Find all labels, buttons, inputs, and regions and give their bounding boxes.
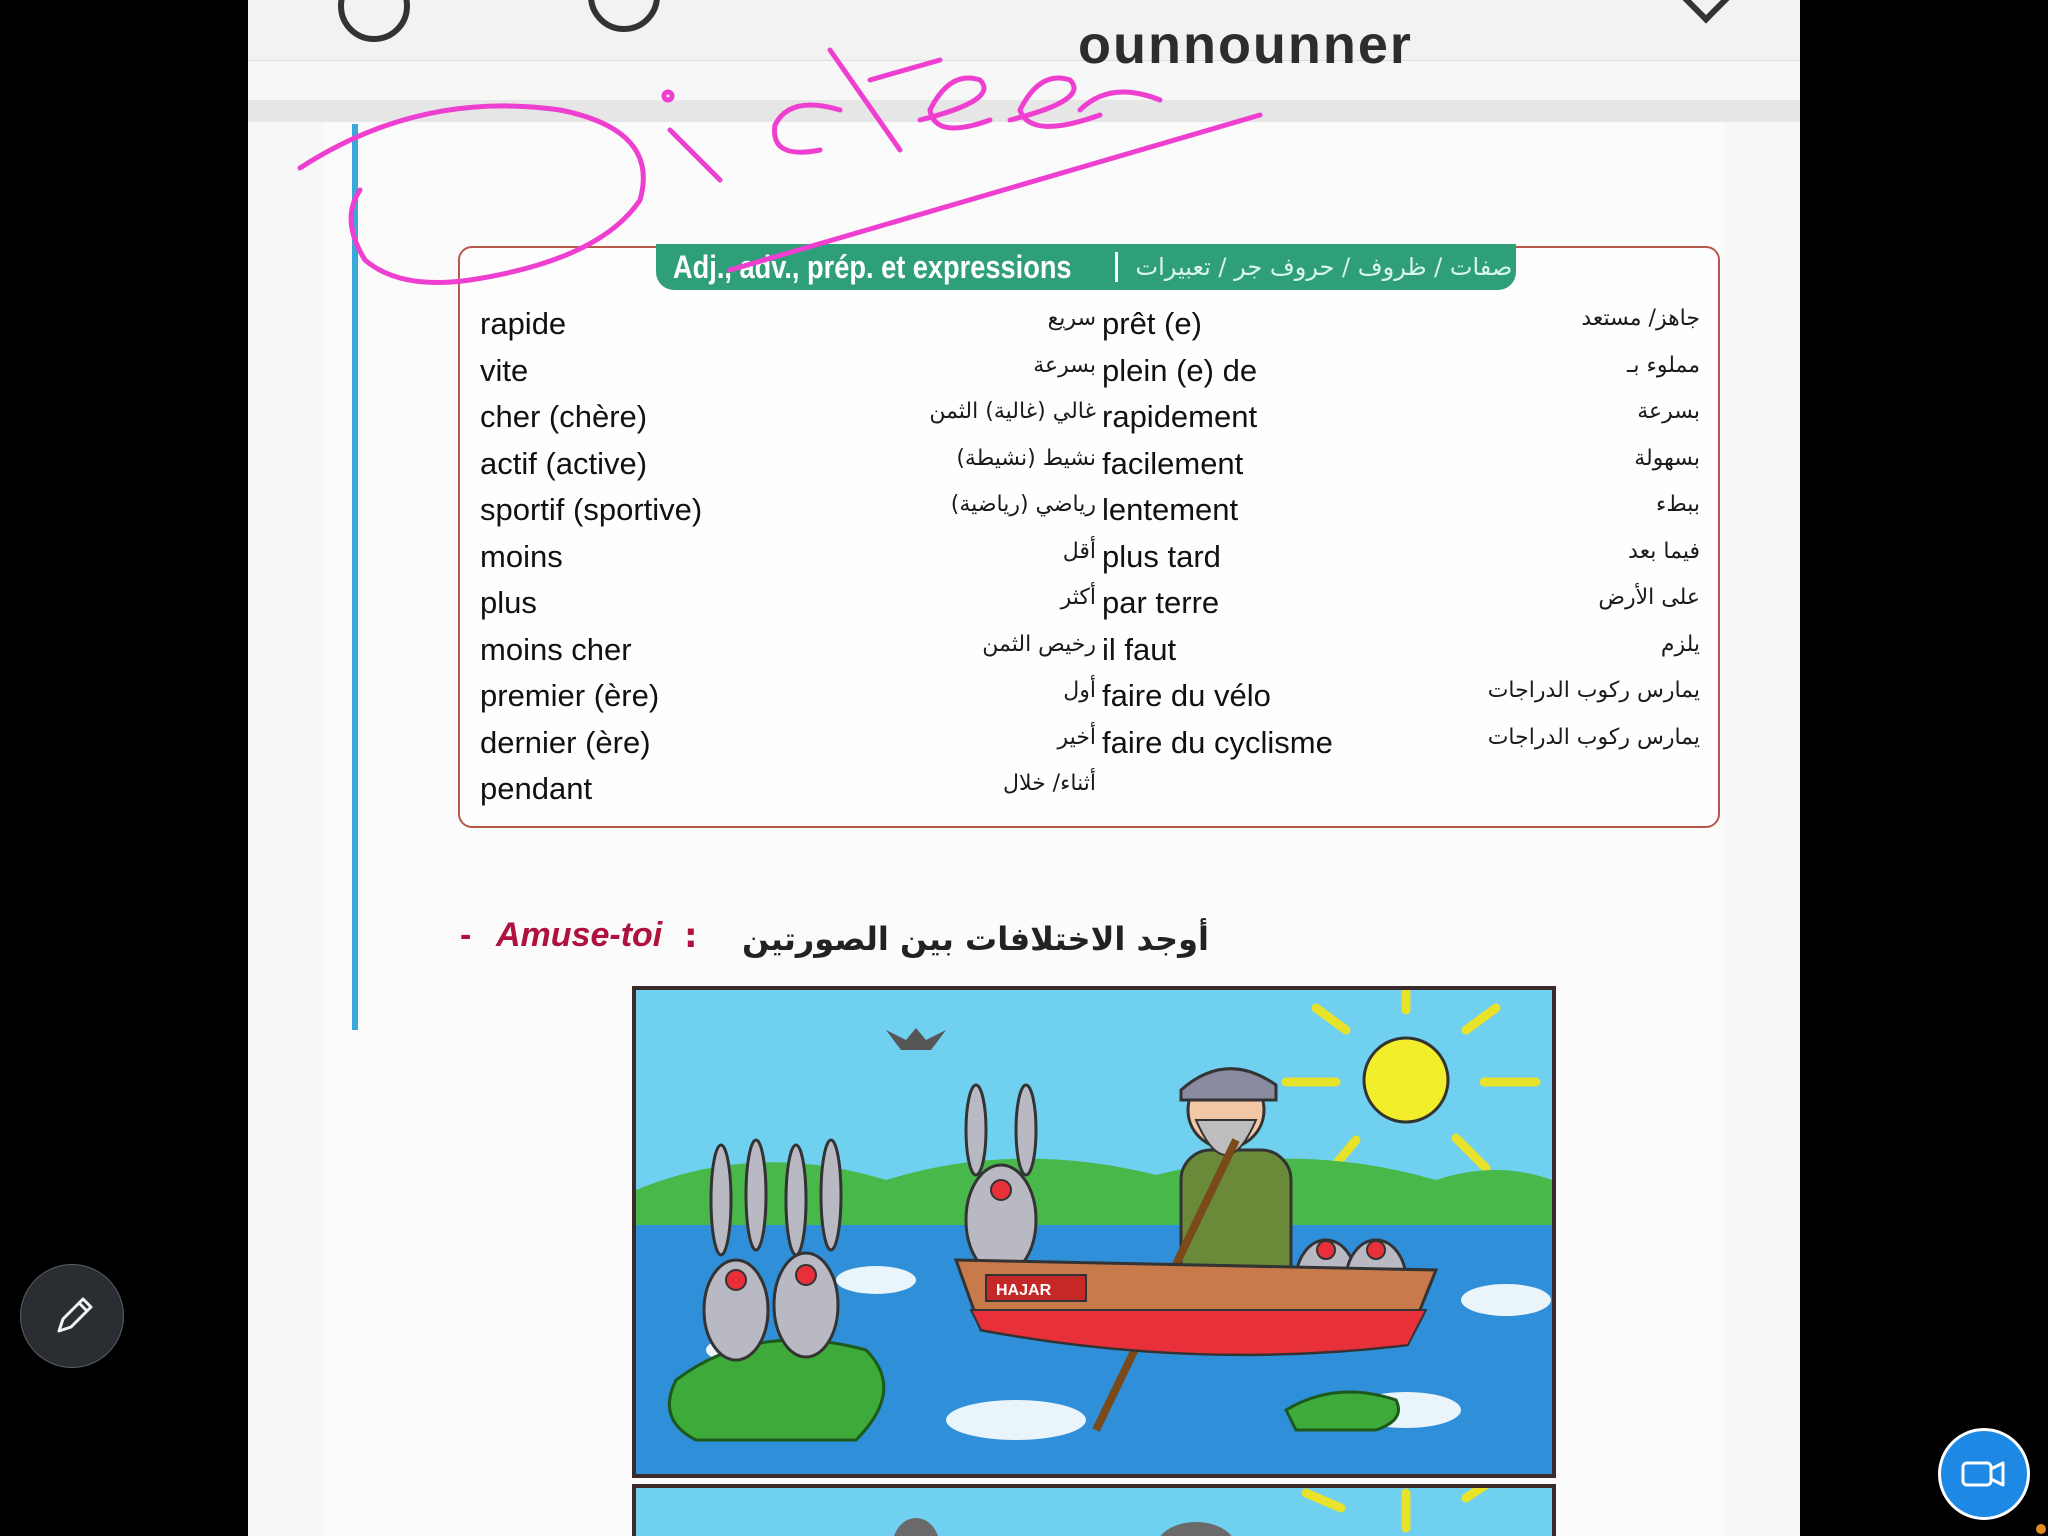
vocab-arabic-left: أخير: [1057, 724, 1096, 750]
vocab-arabic-left: أقل: [1062, 538, 1096, 564]
vocab-french-right: par terre: [1102, 585, 1220, 620]
amuse-instruction: أوجد الاختلافات بين الصورتين: [742, 920, 1209, 958]
vocab-row: [460, 442, 1718, 488]
cartoon-illustration-bottom: [636, 1488, 1552, 1536]
vocab-row: [460, 488, 1718, 534]
vocab-arabic-right: يمارس ركوب الدراجات: [1487, 678, 1700, 703]
margin-line: [352, 124, 358, 1030]
pencil-icon: [21, 1265, 123, 1367]
vocabulary-box: [458, 246, 1720, 828]
vocab-french-left: sportif (sportive): [480, 492, 703, 527]
vocab-arabic-left: أكثر: [1060, 585, 1096, 610]
header-separator: [1115, 252, 1118, 282]
vocab-row: [460, 721, 1718, 767]
vocabulary-header-french: Adj., adv., prép. et expressions: [673, 248, 1072, 285]
vocab-french-left: premier (ère): [480, 678, 660, 713]
amuse-dash: -: [460, 916, 472, 954]
vocab-arabic-right: مملوء بـ: [1626, 352, 1700, 378]
vocab-arabic-left: رخيص الثمن: [982, 631, 1096, 657]
vocab-french-right: lentement: [1102, 492, 1239, 527]
vocab-row: [460, 349, 1718, 395]
vocab-arabic-left: غالي (غالية) الثمن: [929, 399, 1096, 424]
vocab-french-right: plus tard: [1102, 538, 1221, 574]
notification-dot: [2036, 1524, 2046, 1534]
vocab-row: [460, 628, 1718, 674]
vocab-french-left: moins cher: [480, 631, 632, 667]
previous-page-edge: [248, 0, 1800, 75]
vocab-arabic-left: أثناء/ خلال: [1002, 771, 1096, 796]
vocab-french-left: rapide: [480, 306, 567, 341]
cut-off-chevron-icon: [1681, 0, 1732, 23]
vocab-arabic-left: رياضي (رياضية): [950, 492, 1096, 517]
vocab-french-left: actif (active): [480, 445, 648, 481]
cut-off-circle-icon: [338, 0, 410, 42]
vocab-row: [460, 395, 1718, 441]
vocab-row: [460, 535, 1718, 581]
vocab-row: [460, 674, 1718, 720]
vocab-french-right: prêt (e): [1102, 306, 1202, 341]
vocab-french-left: dernier (ère): [480, 724, 651, 760]
vocab-french-left: plus: [480, 585, 537, 620]
vocab-arabic-right: بسهولة: [1634, 445, 1700, 471]
vocab-arabic-left: نشيط (نشيطة): [956, 445, 1096, 471]
vocab-french-left: cher (chère): [480, 399, 648, 434]
boat-label: HAJAR: [996, 1282, 1052, 1299]
vocab-french-right: faire du vélo: [1102, 678, 1271, 713]
vocabulary-header: [656, 244, 1516, 290]
cartoon-image-top: [632, 986, 1556, 1478]
amuse-colon: :: [684, 916, 698, 956]
vocab-arabic-right: يمارس ركوب الدراجات: [1487, 724, 1700, 750]
vocab-french-left: vite: [480, 352, 529, 388]
vocab-row: [460, 302, 1718, 348]
vocab-arabic-right: بسرعة: [1637, 399, 1700, 424]
vocab-french-right: faire du cyclisme: [1102, 724, 1333, 760]
video-camera-icon: [1941, 1431, 2027, 1517]
vocab-row: [460, 767, 1718, 813]
vocab-arabic-left: أول: [1063, 678, 1096, 703]
vocab-arabic-right: يلزم: [1660, 631, 1700, 657]
cut-off-search-icon: [588, 0, 660, 32]
vocab-french-left: pendant: [480, 771, 593, 806]
vocab-arabic-right: على الأرض: [1598, 585, 1700, 610]
vocab-arabic-right: ببطء: [1656, 492, 1700, 517]
amuse-toi-heading: [460, 912, 1260, 966]
cut-off-text: ounnounner: [1078, 15, 1413, 75]
cartoon-image-bottom: [632, 1484, 1556, 1536]
vocab-french-right: plein (e) de: [1102, 352, 1258, 388]
cartoon-illustration: [636, 990, 1552, 1474]
amuse-label: Amuse-toi: [496, 916, 663, 954]
vocab-french-right: facilement: [1102, 445, 1244, 481]
vocab-row: [460, 581, 1718, 627]
vocab-arabic-left: بسرعة: [1033, 352, 1096, 378]
vocab-arabic-right: جاهز/ مستعد: [1581, 306, 1700, 331]
video-call-button[interactable]: [1938, 1428, 2030, 1520]
vocab-french-right: il faut: [1102, 631, 1177, 667]
vocab-arabic-left: سريع: [1047, 306, 1096, 331]
document-page: [248, 0, 1800, 1536]
pen-tool-button[interactable]: [20, 1264, 124, 1368]
vocabulary-header-arabic: صفات / ظروف / حروف جر / تعبيرات: [1135, 253, 1513, 281]
vocab-french-left: moins: [480, 538, 563, 574]
vocab-arabic-right: فيما بعد: [1628, 538, 1700, 564]
vocab-french-right: rapidement: [1102, 399, 1258, 434]
page-divider: [248, 100, 1800, 122]
